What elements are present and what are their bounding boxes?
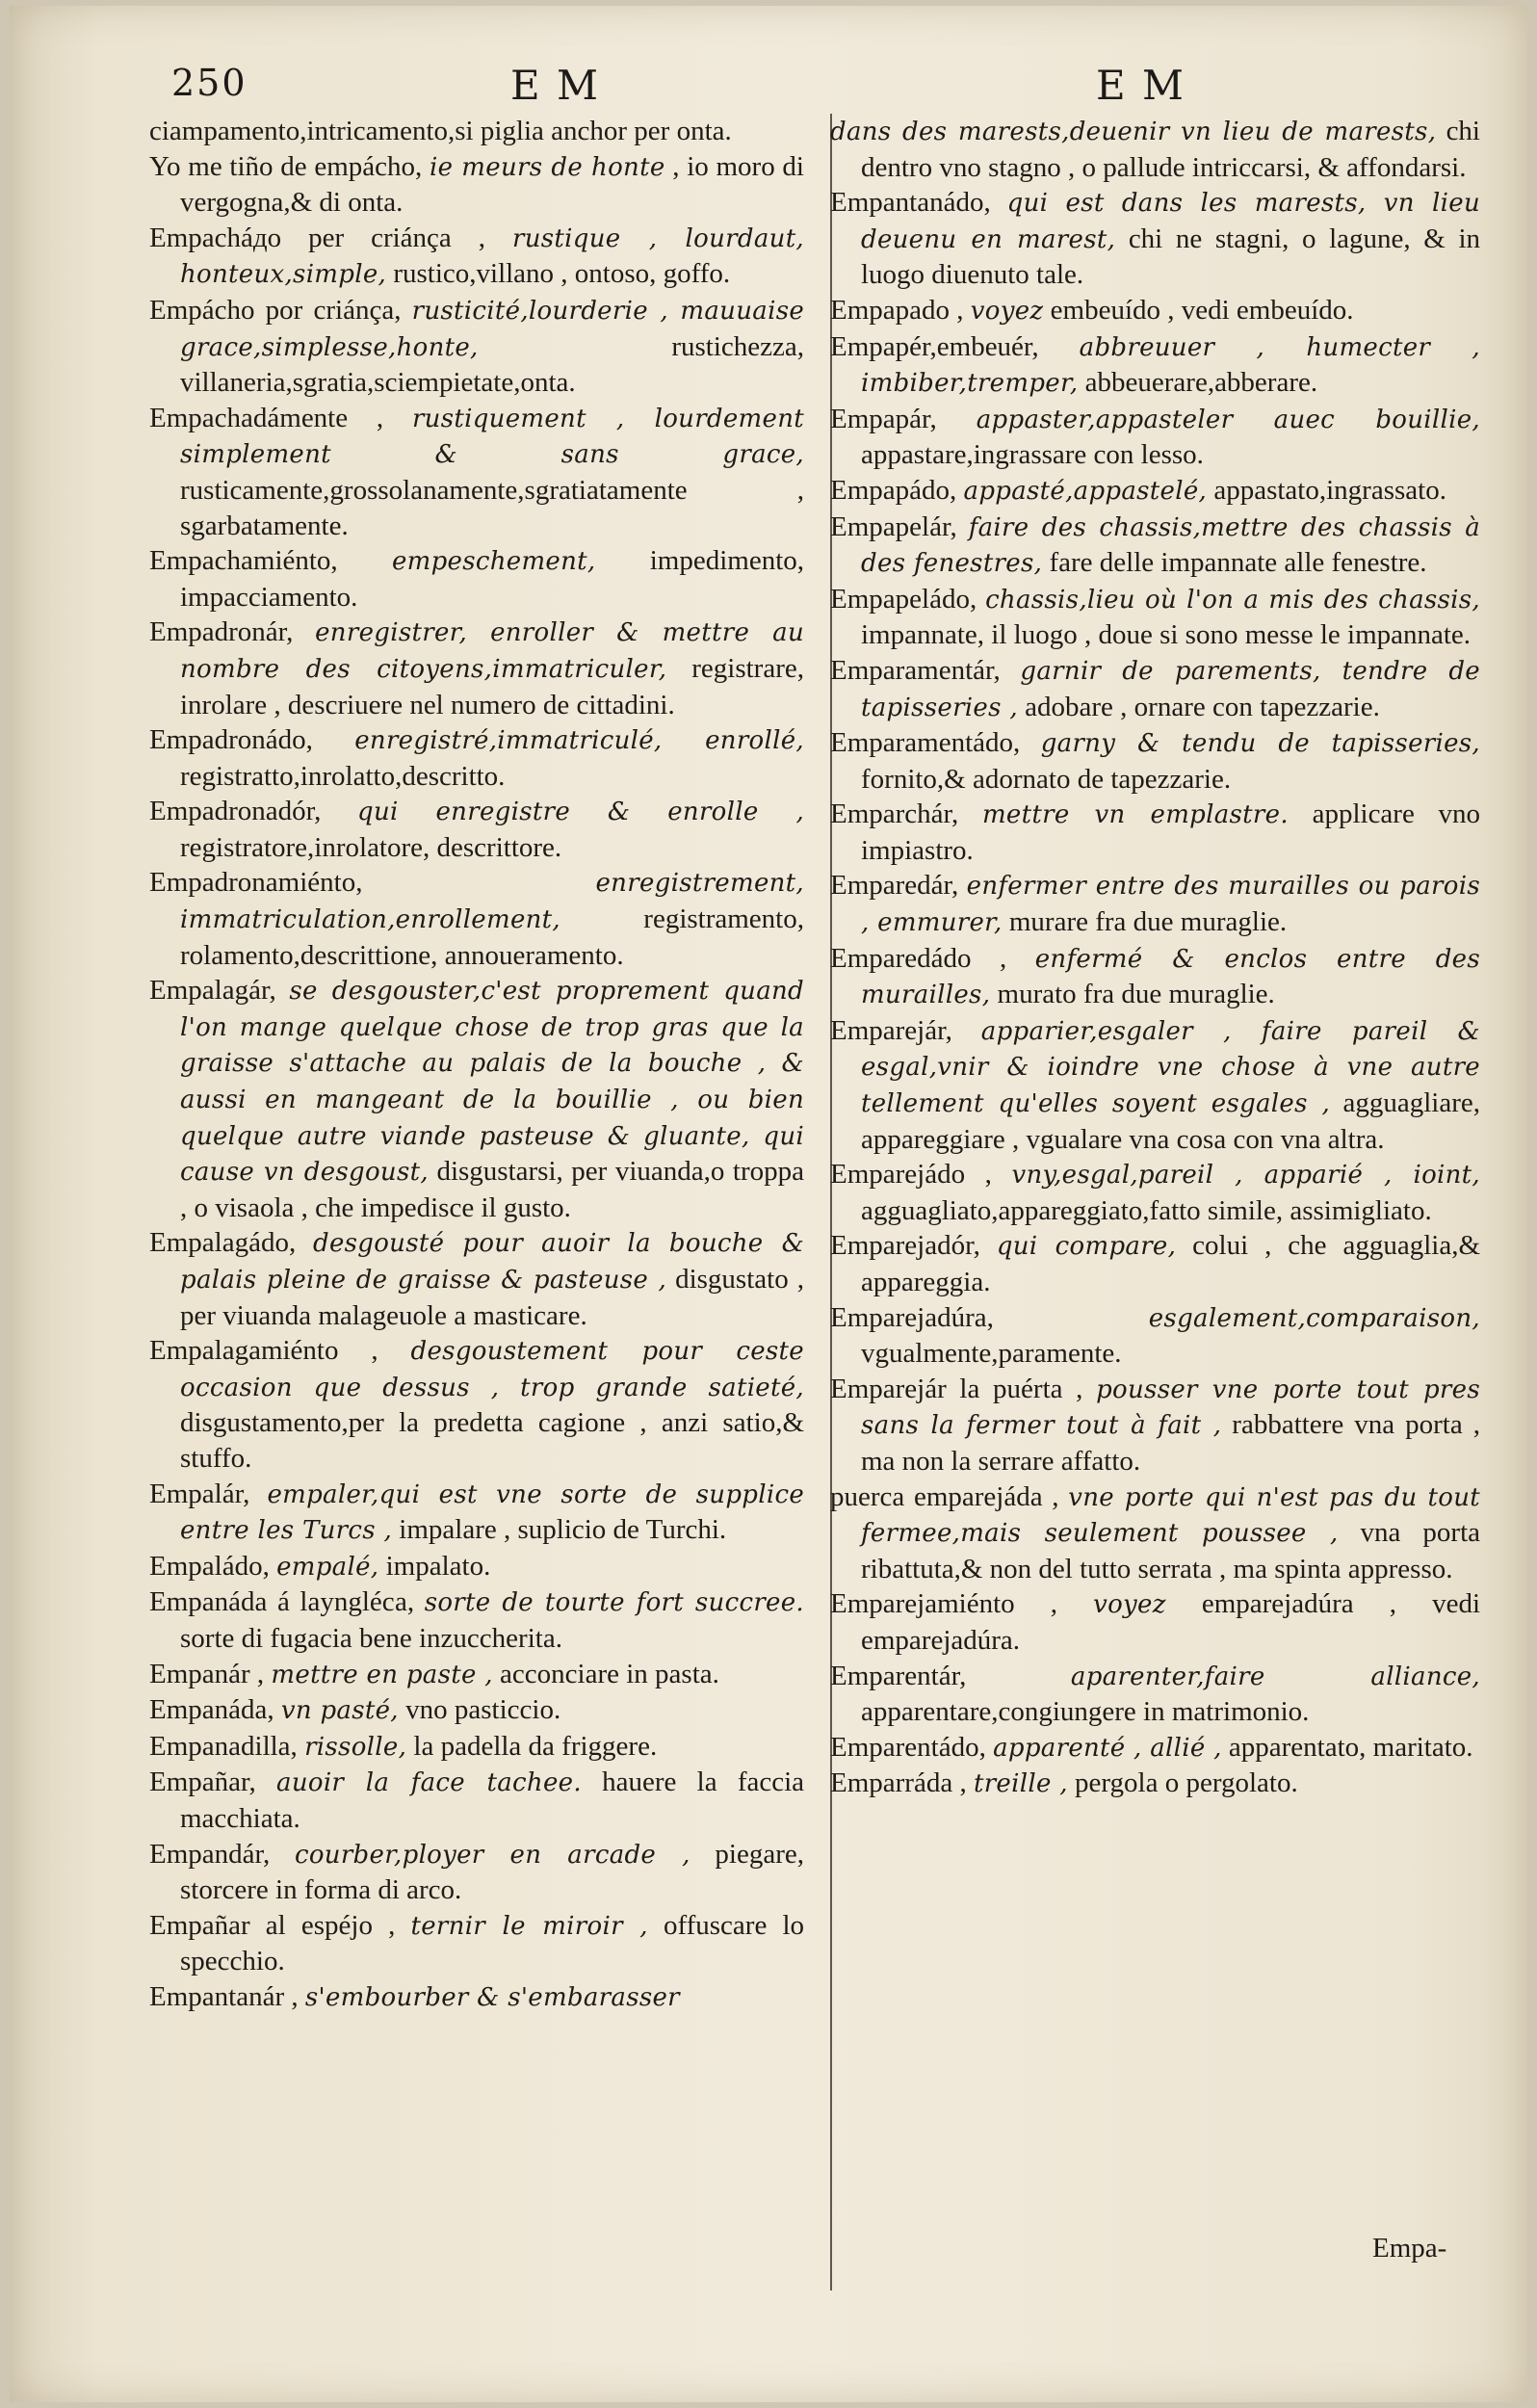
french-gloss: treille , xyxy=(973,1769,1068,1799)
italian-gloss: impalare , suplicio de Turchi. xyxy=(399,1514,727,1546)
italian-gloss: impalato. xyxy=(385,1550,491,1582)
italian-gloss: apparentato, maritato. xyxy=(1228,1731,1473,1763)
italian-gloss: appastato,ingrassato. xyxy=(1213,474,1446,506)
italian-gloss: apparentare,congiungere in matrimonio. xyxy=(861,1696,1310,1728)
french-gloss: rissolle, xyxy=(304,1732,407,1762)
dictionary-entry xyxy=(830,1766,1480,1802)
headword: puerca emparejáda , xyxy=(830,1480,1059,1512)
headword: Empalagár, xyxy=(149,975,276,1007)
headword: Empadronádo, xyxy=(149,724,313,756)
italian-gloss: la padella da friggere. xyxy=(413,1730,658,1762)
french-gloss: qui est dans les marests, vn lieu deuenu en marest, xyxy=(861,189,1481,254)
french-gloss: courber,ployer en arcade , xyxy=(294,1840,690,1870)
headword: Emparejadúra, xyxy=(830,1301,994,1333)
italian-gloss: pergola o pergolato. xyxy=(1075,1767,1298,1799)
dictionary-entry xyxy=(149,401,804,543)
dictionary-entry xyxy=(149,114,804,149)
italian-gloss: chi ne stagni, o lagune, & in luogo diuenuto tale. xyxy=(861,222,1480,291)
dictionary-entry xyxy=(830,797,1480,868)
italian-gloss: sorte di fugacia bene inzuccherita. xyxy=(180,1622,562,1654)
dictionary-entry xyxy=(830,510,1480,582)
dictionary-entry xyxy=(830,653,1480,725)
italian-gloss: vno pasticcio. xyxy=(405,1694,561,1726)
headword: Empandár, xyxy=(149,1838,271,1870)
italian-gloss: registratore,inrolatore, descrittore. xyxy=(180,831,562,863)
dictionary-entry xyxy=(830,941,1480,1013)
french-gloss: vny,esgal,pareil , apparié , ioint, xyxy=(1011,1161,1480,1191)
french-gloss: faire des chassis,mettre des chassis à des fenestres, xyxy=(861,512,1480,579)
french-gloss: chassis,lieu où l'on a mis des chassis, xyxy=(985,585,1480,615)
headword: Empantanár , xyxy=(149,1980,299,2012)
french-gloss: empalé, xyxy=(276,1552,379,1582)
headword: Empácho por criánça, xyxy=(149,294,402,326)
headword: Empalagádo, xyxy=(149,1227,297,1259)
dictionary-entry xyxy=(830,1157,1480,1228)
italian-gloss: agguagliare, appareggiare , vgualare vna cosa con vna altra. xyxy=(861,1087,1480,1155)
left-column xyxy=(149,114,804,2015)
italian-gloss: impedimento, impacciamento. xyxy=(180,545,805,613)
headword: Emparentádo, xyxy=(830,1731,986,1763)
headword: Empachamiénto, xyxy=(149,545,338,577)
italian-gloss: adobare , ornare con tapezzarie. xyxy=(1025,691,1380,722)
headword: Empapeládo, xyxy=(830,583,977,615)
dictionary-entry xyxy=(149,1549,804,1585)
dictionary-entry xyxy=(830,329,1480,402)
dictionary-entry xyxy=(830,1586,1480,1658)
headword: Emparamentádo, xyxy=(830,727,1021,759)
italian-gloss: murare fra due muraglie. xyxy=(1008,906,1288,938)
french-gloss: rustiquement , lourdement simplement & sans grace, xyxy=(180,404,804,470)
italian-gloss: impannate, il luogo , doue si sono messe le impannate. xyxy=(861,619,1472,651)
italian-gloss: applicare vno impiastro. xyxy=(861,798,1481,866)
headword: Empanáda, xyxy=(149,1694,274,1726)
french-gloss: apparier,esgaler , faire pareil & esgal,vnir & ioindre vne chose à vne autre tellement qu'elles soyent esgales , xyxy=(861,1016,1480,1119)
headword: Empantanádo, xyxy=(830,187,991,219)
dictionary-entry xyxy=(830,1228,1480,1299)
french-gloss: s'embourber & s'embarasser xyxy=(304,1982,680,2012)
french-gloss: ternir le miroir , xyxy=(410,1911,648,1941)
headword: Empapelár, xyxy=(830,510,957,542)
french-gloss: voyez xyxy=(970,296,1044,326)
headword: Empanár , xyxy=(149,1658,265,1689)
italian-gloss: rustichezza, villaneria,sgratia,sciempietate,onta. xyxy=(180,330,804,399)
dictionary-entry xyxy=(830,868,1480,940)
italian-gloss: embeuído , vedi embeuído. xyxy=(1050,294,1354,326)
book-page xyxy=(10,6,1527,2402)
french-gloss: aparenter,faire alliance, xyxy=(1070,1662,1480,1691)
headword: Empapado , xyxy=(830,294,964,326)
dictionary-entry xyxy=(830,1013,1480,1157)
dictionary-entry xyxy=(830,1479,1480,1587)
headword: Emparejadór, xyxy=(830,1230,980,1262)
dictionary-entry xyxy=(830,185,1480,293)
headword: Empadronár, xyxy=(149,616,294,648)
italian-gloss: emparejadúra , vedi emparejadúra. xyxy=(861,1588,1481,1656)
headword: Yo me tiño de empácho, xyxy=(149,150,423,182)
headword: Empadronamiénto, xyxy=(149,867,363,899)
french-gloss: empeschement, xyxy=(391,547,596,577)
french-gloss: garnir de parements, tendre de tapisseries , xyxy=(861,656,1480,722)
dictionary-entry xyxy=(830,293,1480,329)
dictionary-entry xyxy=(149,1837,804,1908)
page-number: 250 xyxy=(171,62,247,104)
french-gloss: sorte de tourte fort succree. xyxy=(424,1588,804,1618)
french-gloss: vn pasté, xyxy=(280,1696,399,1726)
italian-gloss: piegare, storcere in forma di arco. xyxy=(180,1838,805,1906)
dictionary-entry xyxy=(149,1477,804,1549)
headword: Empanadilla, xyxy=(149,1730,298,1762)
italian-gloss: vgualmente,paramente. xyxy=(861,1338,1122,1370)
french-gloss: dans des marests,deuenir vn lieu de marests, xyxy=(830,118,1437,146)
french-gloss: voyez xyxy=(1093,1590,1166,1620)
headword: Empalár, xyxy=(149,1478,250,1509)
headword: Empañar al espéjo , xyxy=(149,1909,396,1941)
dictionary-entry xyxy=(830,1372,1480,1479)
dictionary-entry xyxy=(149,1729,804,1766)
headword: Empapádo, xyxy=(830,474,957,506)
italian-gloss: rustico,villano , ontoso, goffo. xyxy=(393,258,731,290)
dictionary-entry xyxy=(830,582,1480,653)
headword: Emparamentár, xyxy=(830,654,1001,686)
headword: Empalagamiénto , xyxy=(149,1335,378,1367)
italian-gloss: , io moro di vergogna,& di onta. xyxy=(180,150,804,219)
dictionary-entry xyxy=(830,1730,1480,1767)
french-gloss: garny & tendu de tapisseries, xyxy=(1040,729,1480,759)
french-gloss: appasté,appastelé, xyxy=(963,476,1208,506)
headword: Emparedár, xyxy=(830,870,959,902)
headword: Emparejár la puérta , xyxy=(830,1373,1083,1404)
headword: Empadronadór, xyxy=(149,796,322,827)
running-head-right: E M xyxy=(1096,62,1186,109)
french-gloss: esgalement,comparaison, xyxy=(1148,1303,1480,1333)
french-gloss: apparenté , allié , xyxy=(993,1733,1222,1763)
italian-gloss: offuscare lo specchio. xyxy=(180,1909,805,1977)
italian-gloss: registramento, rolamento,descrittione, annoueramento. xyxy=(180,903,804,971)
french-gloss: empaler,qui est vne sorte de supplice entre les Turcs , xyxy=(180,1479,805,1546)
italian-gloss: chi dentro vno stagno , o pallude intriccarsi, & affondarsi. xyxy=(861,116,1480,183)
catchword: Empa- xyxy=(1372,2233,1447,2264)
dictionary-entry xyxy=(149,1908,804,1979)
headword: Empañar, xyxy=(149,1767,256,1798)
dictionary-entry xyxy=(830,1300,1480,1372)
dictionary-entry xyxy=(149,1584,804,1656)
headword: Emparráda , xyxy=(830,1767,967,1799)
french-gloss: enfermer entre des murailles ou parois , emmurer, xyxy=(861,872,1480,938)
dictionary-entry xyxy=(830,402,1480,473)
italian-gloss: disgustarsi, per viuanda,o troppa , o visaola , che impedisce il gusto. xyxy=(180,1156,804,1223)
dictionary-entry xyxy=(149,543,804,615)
dictionary-entry xyxy=(149,794,804,865)
dictionary-entry xyxy=(149,973,804,1225)
french-gloss: vne porte qui n'est pas du tout fermee,mais seulement poussee , xyxy=(861,1482,1481,1549)
french-gloss: enfermé & enclos entre des murailles, xyxy=(861,944,1480,1010)
headword: Emparejár, xyxy=(830,1014,952,1046)
headword: Empanáda á layngléса, xyxy=(149,1586,415,1618)
french-gloss: desgoustement pour ceste occasion que dessus , trop grande satieté, xyxy=(180,1337,804,1402)
italian-gloss: vna porta ribattuta,& non del tutto serrata , ma spinta appresso. xyxy=(861,1517,1481,1584)
italian-gloss: acconciare in pasta. xyxy=(500,1658,719,1689)
italian-gloss: appastare,ingrassare con lesso. xyxy=(861,439,1204,471)
dictionary-entry xyxy=(149,293,804,401)
dictionary-entry xyxy=(149,1333,804,1476)
french-gloss: rustique , lourdaut, honteux,simple, xyxy=(180,223,805,290)
dictionary-entry xyxy=(149,149,804,221)
french-gloss: qui enregistre & enrolle , xyxy=(357,798,805,827)
dictionary-entry xyxy=(830,473,1480,510)
running-head-left: E M xyxy=(510,62,601,109)
italian-gloss: disgustato , per viuanda malageuole a masticare. xyxy=(180,1264,804,1331)
italian-gloss: colui , che agguaglia,& appareggia. xyxy=(861,1230,1481,1297)
french-gloss: ie meurs de honte xyxy=(429,152,665,182)
french-gloss: mettre en paste , xyxy=(271,1660,493,1689)
italian-gloss: rabbattere vna porta , ma non la serrare affatto. xyxy=(861,1409,1481,1477)
italian-gloss: agguagliato,appareggiato,fatto simile, assimigliato. xyxy=(861,1194,1432,1226)
headword: Emparchár, xyxy=(830,798,959,830)
dictionary-entry xyxy=(149,1692,804,1729)
french-gloss: pousser vne porte tout pres sans la fermer tout à fait , xyxy=(861,1374,1480,1441)
italian-gloss: abbeuerare,abberare. xyxy=(1084,367,1318,399)
french-gloss: enregistré,immatriculé, enrollé, xyxy=(354,726,804,756)
dictionary-entry xyxy=(149,1225,804,1333)
dictionary-entry xyxy=(830,725,1480,797)
italian-gloss: rusticamente,grossolanamente,sgratiatamente , sgarbatamente. xyxy=(180,474,804,541)
french-gloss: qui compare, xyxy=(996,1232,1177,1262)
french-gloss: appaster,appasteler auec bouillie, xyxy=(976,405,1480,434)
italian-gloss: fare delle impannate alle fenestre. xyxy=(1049,547,1427,579)
headword: Empapár, xyxy=(830,403,937,434)
dictionary-entry xyxy=(149,615,804,722)
dictionary-entry xyxy=(149,221,804,293)
french-gloss: rusticité,lourderie , mauuaise grace,simplesse,honte, xyxy=(180,296,805,362)
french-gloss: se desgouster,c'est proprement quand l'on mange quelque chose de trop gras que la graisse s'attache au palais de la bouche , & aussi en mangeant de la bouillie , ou bien quelque autre viande pasteuse & gluante, qui cause vn desgoust, xyxy=(180,977,805,1188)
dictionary-entry xyxy=(149,1979,804,2016)
dictionary-entry xyxy=(830,1659,1480,1730)
italian-gloss: murato fra due muraglie. xyxy=(997,979,1275,1010)
italian-gloss: disgustamento,per la predetta cagione , anzi satio,& stuffo. xyxy=(180,1407,804,1474)
right-column xyxy=(830,114,1480,1802)
french-gloss: enregistrer, enroller & mettre au nombre des citoyens,immatriculer, xyxy=(180,618,804,684)
headword: Emparejamiénto , xyxy=(830,1588,1057,1620)
headword: Emparejádo , xyxy=(830,1159,992,1191)
italian-gloss: ciampamento,intricamento,si piglia anchor per onta. xyxy=(149,116,732,146)
dictionary-entry xyxy=(149,1657,804,1693)
dictionary-entry xyxy=(149,722,804,794)
headword: Emparedádo , xyxy=(830,942,1007,974)
headword: Empaládo, xyxy=(149,1550,270,1582)
french-gloss: enregistrement, immatriculation,enrollement, xyxy=(180,869,804,935)
french-gloss: mettre vn emplastre. xyxy=(981,800,1289,830)
italian-gloss: fornito,& adornato de tapezzarie. xyxy=(861,763,1232,795)
italian-gloss: hauere la faccia macchiata. xyxy=(180,1767,805,1834)
headword: Emparentár, xyxy=(830,1660,967,1691)
french-gloss: auoir la face tachee. xyxy=(276,1768,582,1798)
french-gloss: desgousté pour auoir la bouche & palais pleine de graisse & pasteuse , xyxy=(180,1229,805,1295)
dictionary-entry xyxy=(149,1765,804,1836)
french-gloss: abbreuuer , humecter , imbiber,tremper, xyxy=(861,332,1480,399)
headword: Empachadámente , xyxy=(149,402,384,433)
headword: Empacháдо per criánça , xyxy=(149,222,486,253)
dictionary-entry xyxy=(830,114,1480,185)
italian-gloss: registratto,inrolatto,descritto. xyxy=(180,760,506,792)
headword: Empapér,embeuér, xyxy=(830,330,1039,362)
italian-gloss: registrare, inrolare , descriuere nel numero de cittadini. xyxy=(180,652,804,720)
dictionary-entry xyxy=(149,865,804,973)
